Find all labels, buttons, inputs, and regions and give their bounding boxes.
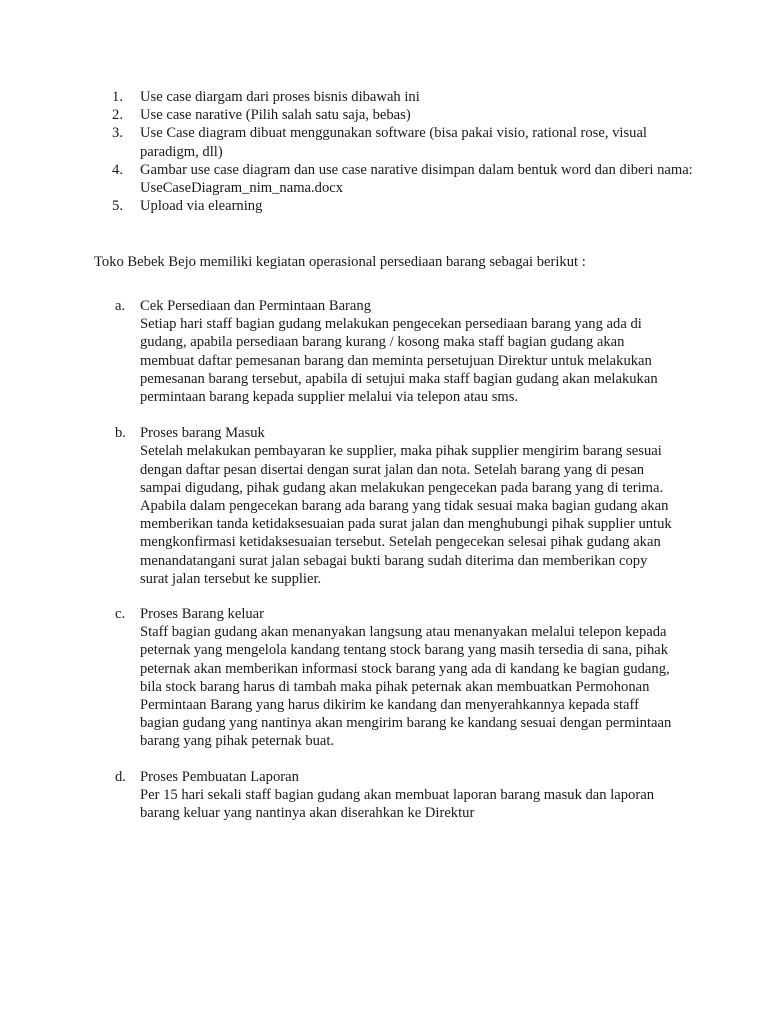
section-text: Setelah melakukan pembayaran ke supplier, maka pihak supplier mengirim barang sesuai dengan daftar pesan disertai dengan surat jalan dan nota. Setelah barang yang di pesan sampai digudang, pihak gudang akan melakukan pengecekan pada barang yang di terima. Apabila dalam pengecekan barang ada barang yang tidak sesuai maka bagian gudang akan memberikan tanda ketidaksesuaian pada surat jalan dan menghubungi pihak supplier untuk mengkonfirmasi ketidaksesuaian tersebut. Setelah pengecekan selesai pihak gudang akan menandatangani surat jalan sebagai bukti barang sudah diterima dan memberikan copy surat jalan tersebut ke supplier.	[140, 443, 672, 587]
list-item-text: Upload via elearning	[140, 198, 263, 215]
section-title: Proses barang Masuk	[140, 425, 265, 442]
section-title: Proses Barang keluar	[140, 606, 265, 623]
section-letter: c.	[115, 606, 126, 623]
task-list	[95, 88, 695, 215]
list-item	[95, 124, 695, 160]
section-letter: a.	[115, 298, 126, 314]
intro-paragraph: Toko Bebek Bejo memiliki kegiatan operasional persediaan barang sebagai berikut :	[94, 254, 586, 270]
list-item-text: Use Case diagram dibuat menggunakan software (bisa pakai visio, rational rose, visual paradigm, dll)	[140, 125, 647, 160]
list-item	[95, 161, 695, 197]
section-title: Proses Pembuatan Laporan	[140, 768, 299, 785]
list-item	[95, 106, 695, 124]
process-sections	[115, 297, 675, 822]
list-number: 3.	[112, 125, 123, 142]
section-d	[115, 768, 675, 823]
list-number: 1.	[112, 89, 123, 105]
section-c	[115, 605, 675, 751]
section-body	[140, 424, 675, 588]
list-number: 2.	[112, 107, 123, 124]
section-spacer	[115, 751, 675, 768]
section-text: Setiap hari staff bagian gudang melakukan pengecekan persediaan barang yang ada di gudang, apabila persediaan barang kurang / kosong maka staff bagian gudang akan membuat daftar pemesanan barang dan meminta persetujuan Direktur untuk melakukan pemesanan barang tersebut, apabila di setujui maka staff bagian gudang akan melakukan permintaan barang kepada supplier melalui via telepon atau sms.	[140, 316, 658, 406]
list-item-text: Gambar use case diagram dan use case narative disimpan dalam bentuk word dan diberi nama: UseCaseDiagram_nim_nama.docx	[140, 161, 693, 197]
section-body	[140, 768, 675, 823]
section-spacer	[115, 406, 675, 424]
section-b	[115, 424, 675, 588]
section-title: Cek Persediaan dan Permintaan Barang	[140, 298, 371, 314]
list-number: 4.	[112, 161, 123, 178]
list-item-text: Use case narative (Pilih salah satu saja, bebas)	[140, 107, 411, 124]
section-spacer	[115, 588, 675, 605]
section-text: Staff bagian gudang akan menanyakan langsung atau menanyakan melalui telepon kepada peternak yang mengelola kandang tentang stock barang yang masih tersedia di sana, pihak peternak akan memberikan informasi stock barang yang ada di kandang ke bagian gudang, bila stock barang harus di tambah maka pihak peternak akan membuatkan Permohonan Permintaan Barang yang harus dikirim ke kandang dan menyerahkannya kepada staff bagian gudang yang nantinya akan mengirim barang ke kandang sesuai dengan permintaan barang yang pihak peternak buat.	[140, 624, 672, 750]
section-letter: b.	[115, 425, 126, 442]
list-item	[95, 88, 695, 106]
section-body	[140, 297, 675, 406]
list-item	[95, 197, 695, 215]
section-letter: d.	[115, 768, 126, 785]
list-item-text: Use case diargam dari proses bisnis dibawah ini	[140, 89, 420, 105]
list-number: 5.	[112, 198, 123, 215]
section-text: Per 15 hari sekali staff bagian gudang akan membuat laporan barang masuk dan laporan barang keluar yang nantinya akan diserahkan ke Direktur	[140, 786, 654, 822]
section-body	[140, 605, 675, 751]
section-a	[115, 297, 675, 406]
